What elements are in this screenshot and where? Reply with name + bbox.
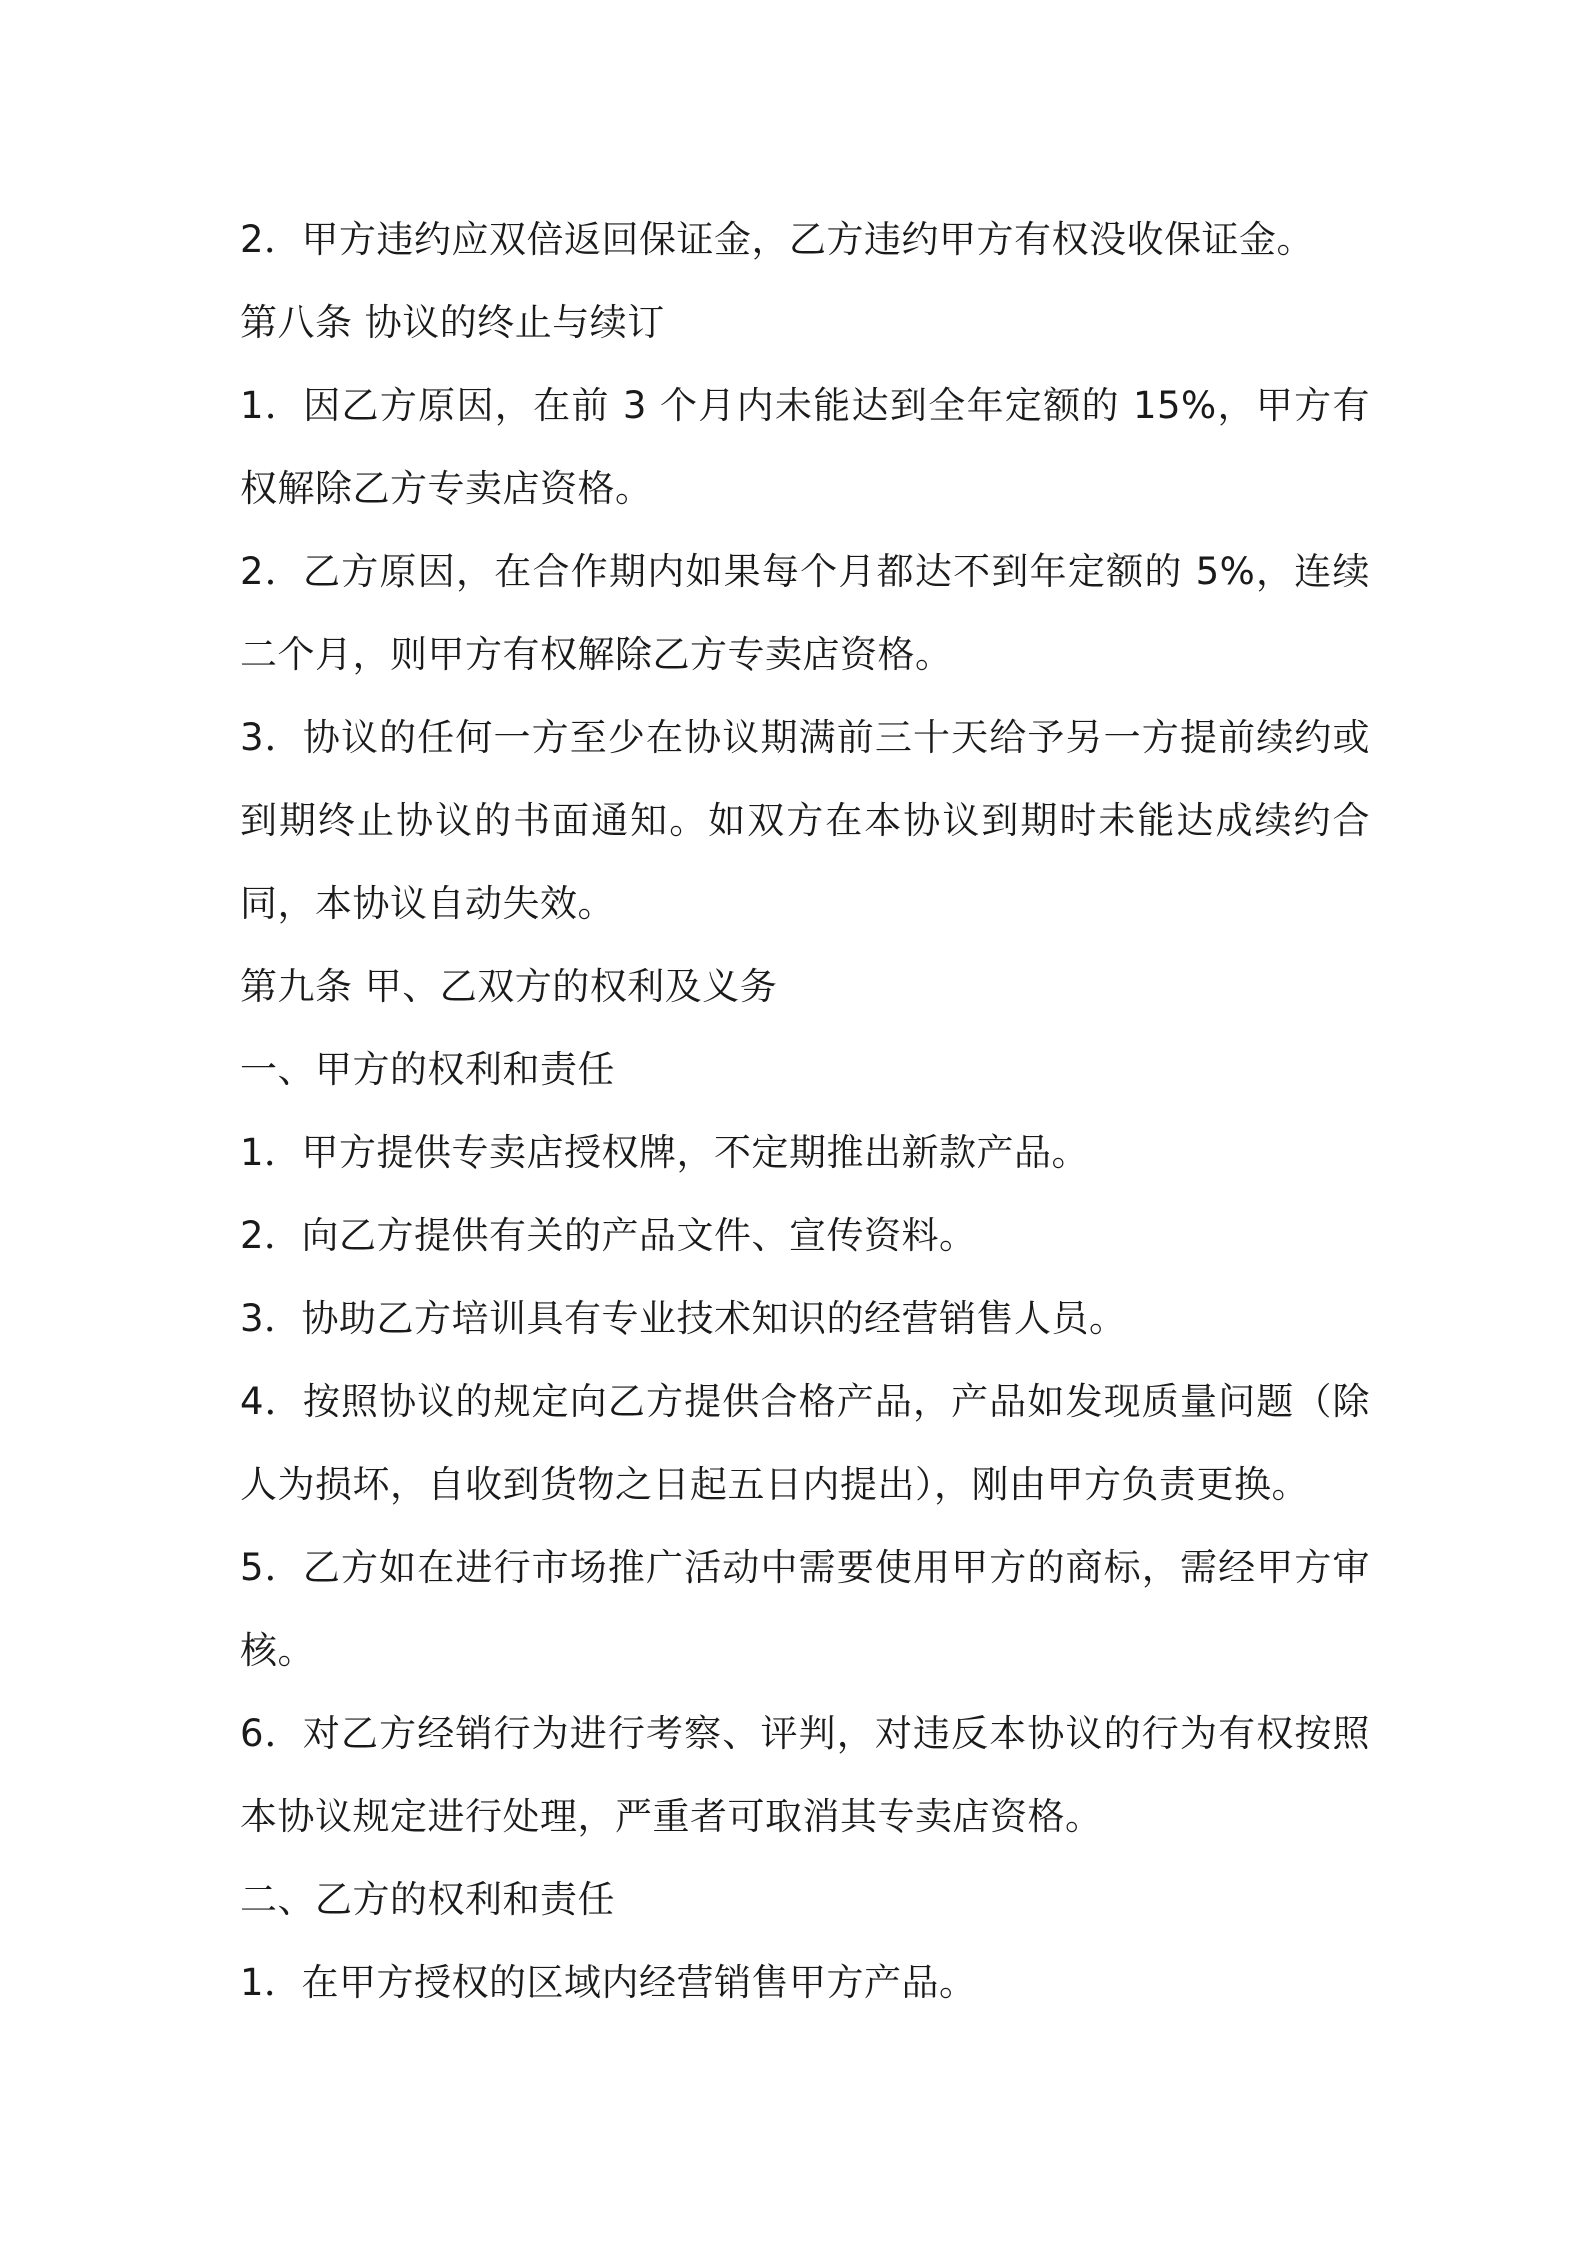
party-b-item-1: 1．在甲方授权的区域内经营销售甲方产品。 [240,1961,977,2004]
article-8-item-3: 3．协议的任何一方至少在协议期满前三十天给予另一方提前续约或到期终止协议的书面通知。如双方在本协议到期时未能达成续约合同，本协议自动失效。 [240,716,1370,925]
party-a-item-1: 1．甲方提供专卖店授权牌，不定期推出新款产品。 [240,1131,1090,1174]
article-8-item-2: 2．乙方原因，在合作期内如果每个月都达不到年定额的 5%，连续二个月，则甲方有权解除乙方专卖店资格。 [240,550,1370,676]
party-a-item-6: 6．对乙方经销行为进行考察、评判，对违反本协议的行为有权按照本协议规定进行处理，严重者可取消其专卖店资格。 [240,1712,1370,1838]
party-a-item-4: 4．按照协议的规定向乙方提供合格产品，产品如发现质量问题（除人为损坏，自收到货物之日起五日内提出），刚由甲方负责更换。 [240,1380,1370,1506]
party-a-section-heading: 一、甲方的权利和责任 [240,1048,615,1091]
article-8-item-1: 1．因乙方原因，在前 3 个月内未能达到全年定额的 15%，甲方有权解除乙方专卖店资格。 [240,384,1370,510]
party-a-item-2: 2．向乙方提供有关的产品文件、宣传资料。 [240,1214,977,1257]
article-9-heading: 第九条 甲、乙双方的权利及义务 [240,965,778,1008]
party-a-item-5: 5．乙方如在进行市场推广活动中需要使用甲方的商标，需经甲方审核。 [240,1546,1370,1672]
clause-8-item-2: 2．甲方违约应双倍返回保证金，乙方违约甲方有权没收保证金。 [240,218,1315,261]
party-b-section-heading: 二、乙方的权利和责任 [240,1878,615,1921]
party-a-item-3: 3．协助乙方培训具有专业技术知识的经营销售人员。 [240,1297,1127,1340]
article-8-heading: 第八条 协议的终止与续订 [240,301,665,344]
document-body [240,198,1370,2024]
